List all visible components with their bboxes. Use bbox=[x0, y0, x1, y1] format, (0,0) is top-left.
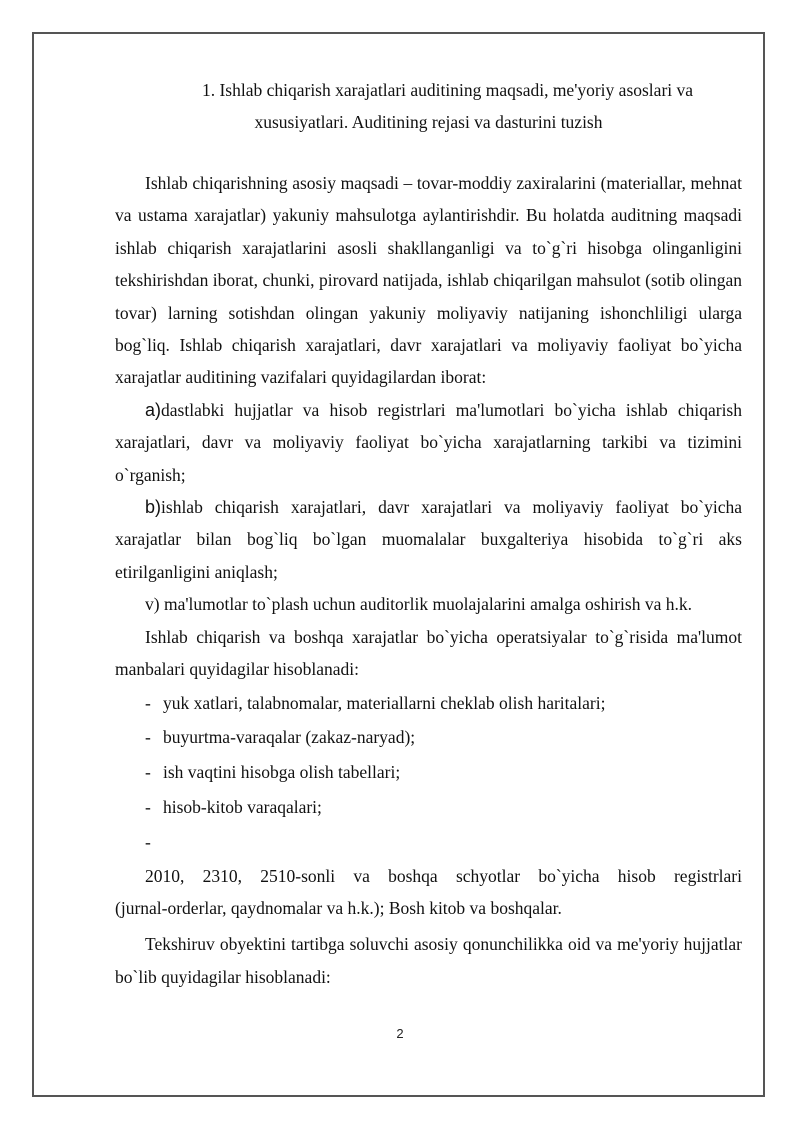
source-item bbox=[115, 720, 742, 755]
source-item-registers bbox=[115, 825, 742, 923]
source-item bbox=[115, 686, 742, 721]
document-body bbox=[115, 74, 742, 993]
source-item-text: yuk xatlari, talabnomalar, materiallarni cheklab olish haritalari; bbox=[163, 692, 606, 713]
source-item bbox=[115, 755, 742, 790]
list-text-b: ishlab chiqarish xarajatlari, davr xarajatlari va moliyaviy faoliyat bo`yicha xarajatlar bilan bog`liq bo`lgan muomalalar buxgalteriya hisobida to`g`ri aks etirilganligini aniqlash; bbox=[115, 497, 742, 582]
list-item-b bbox=[115, 491, 742, 588]
closing-paragraph: Tekshiruv obyektini tartibga soluvchi asosiy qonunchilikka oid va me'yoriy hujjatlar bo`lib quyidagilar hisoblanadi: bbox=[115, 934, 742, 987]
source-item-text-continued: (jurnal-orderlar, qaydnomalar va h.k.); Bosh kitob va boshqalar. bbox=[115, 898, 562, 919]
list-item-v: v) ma'lumotlar to`plash uchun auditorlik muolajalarini amalga oshirish va h.k. bbox=[145, 594, 692, 615]
source-item-text: ish vaqtini hisobga olish tabellari; bbox=[163, 762, 401, 783]
list-marker-b: b) bbox=[145, 497, 162, 518]
list-text-a: dastlabki hujjatlar va hisob registrlari ma'lumotlari bo`yicha ishlab chiqarish xarajatlari, davr va moliyaviy faoliyat bo`yicha xarajatlarning tarkibi va tizimini o`rganish; bbox=[115, 399, 742, 485]
source-item-text: 2010, 2310, 2510-sonli va boshqa schyotlar bo`yicha hisob registrlari bbox=[145, 866, 742, 887]
sources-intro-paragraph: Ishlab chiqarish va boshqa xarajatlar bo`yicha operatsiyalar to`g`risida ma'lumot manbalari quyidagilar hisoblanadi: bbox=[115, 626, 742, 680]
list-marker-a: a) bbox=[145, 399, 162, 420]
source-item bbox=[115, 790, 742, 825]
dash-marker: - bbox=[145, 831, 151, 852]
source-item-text: hisob-kitob varaqalari; bbox=[163, 796, 322, 817]
dash-marker: - bbox=[145, 796, 151, 817]
heading-line-1: 1. Ishlab chiqarish xarajatlari auditining maqsadi, me'yoriy asoslari va bbox=[201, 80, 694, 100]
list-item-a bbox=[115, 394, 742, 491]
dash-marker: - bbox=[145, 762, 151, 783]
dash-marker: - bbox=[145, 692, 151, 713]
dash-marker: - bbox=[145, 727, 151, 748]
heading-line-2: xususiyatlari. Auditining rejasi va dasturini tuzish bbox=[254, 112, 603, 132]
section-heading bbox=[115, 74, 742, 138]
page-number: 2 bbox=[396, 1026, 404, 1041]
source-item-text: buyurtma-varaqalar (zakaz-naryad); bbox=[163, 727, 416, 748]
intro-paragraph: Ishlab chiqarishning asosiy maqsadi – tovar-moddiy zaxiralarini (materiallar, mehnat va ustama xarajatlar) yakuniy mahsulotga aylantirishdir. Bu holatda auditning maqsadi ishlab chiqarish xarajatlarini asosli shakllanganligi va to`g`ri hisobga olinganligini tekshirishdan iborat, chunki, pirovard natijada, ishlab chiqarilgan mahsulot (sotib olingan tovar) larning sotishdan olingan yakuniy moliyaviy natijaning ishonchliligi ularga bog`liq. Ishlab chiqarish xarajatlari, davr xarajatlari va moliyaviy faoliyat bo`yicha xarajatlar auditining vazifalari quyidagilardan iborat: bbox=[115, 173, 742, 388]
